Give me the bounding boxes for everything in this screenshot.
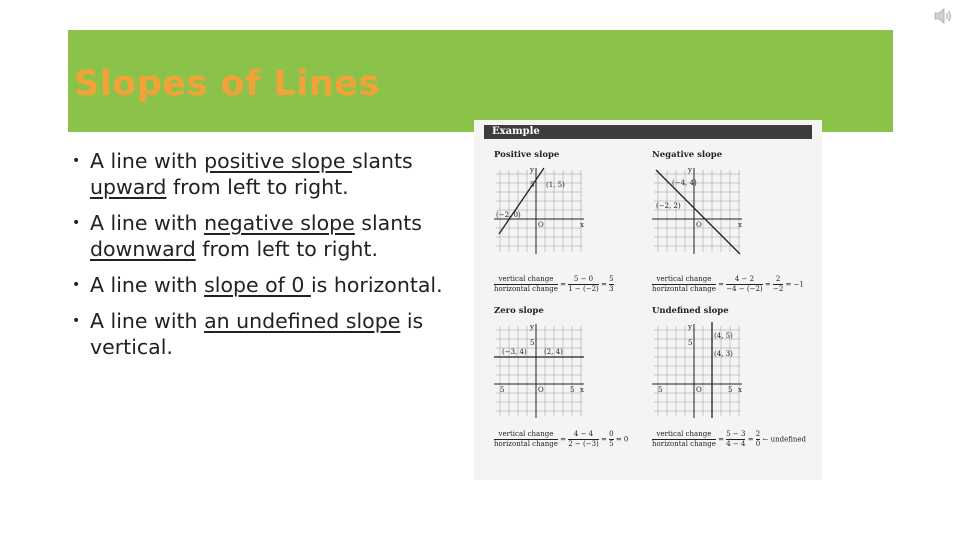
svg-text:5: 5 (500, 386, 505, 394)
bullet-negative-slope: • A line with negative slope slants downward from left to right. (72, 211, 422, 261)
svg-text:O: O (696, 386, 702, 394)
svg-text:O: O (538, 386, 544, 394)
slide-title: Slopes of Lines (74, 64, 380, 104)
svg-text:y: y (530, 323, 534, 331)
svg-text:5: 5 (658, 386, 663, 394)
svg-text:y: y (688, 166, 692, 174)
bullet-undefined-slope: • A line with an undefined slope is vertical. (72, 309, 424, 359)
svg-text:5: 5 (530, 339, 535, 347)
bullet-list (72, 148, 472, 370)
panel-title-zero: Zero slope (494, 306, 544, 316)
svg-text:x: x (738, 221, 742, 229)
svg-text:x: x (738, 386, 742, 394)
y-axis-label: y (530, 166, 534, 174)
svg-text:O: O (538, 221, 544, 229)
point-label: (1, 5) (546, 181, 565, 189)
example-figure (474, 120, 822, 480)
point-label: (4, 5) (714, 332, 733, 340)
bullet-positive-slope: • A line with positive slope slants upward from left to right. (72, 149, 413, 199)
speaker-icon[interactable] (932, 5, 954, 27)
svg-text:5: 5 (530, 181, 535, 189)
point-label: (2, 4) (544, 348, 563, 356)
svg-text:5: 5 (570, 386, 575, 394)
formula-negative: $\frac{\text{vertical change}}{\text{horizontal change}}$ = $\frac{4 - 2}{-4 - (-2)}$ = $\frac{2}{-2}$ = −1 (652, 275, 804, 293)
x-axis-label: x (580, 221, 584, 229)
bullet-zero-slope: • A line with slope of 0 is horizontal. (72, 273, 443, 297)
svg-text:O: O (696, 221, 702, 229)
point-label: (−2, 0) (496, 211, 521, 219)
svg-text:x: x (580, 386, 584, 394)
point-label: (−2, 2) (656, 202, 681, 210)
graph-undefined-slope (652, 320, 744, 420)
graph-zero-slope (494, 320, 586, 420)
graph-negative-slope (652, 164, 744, 256)
example-header: Example (484, 125, 812, 139)
point-label: (−3, 4) (502, 348, 527, 356)
svg-text:5: 5 (728, 386, 733, 394)
panel-title-negative: Negative slope (652, 150, 723, 160)
formula-zero: $\frac{\text{vertical change}}{\text{horizontal change}}$ = $\frac{4 - 4}{2 - (-3)}$ = $\frac{0}{5}$ = 0 (494, 430, 629, 448)
graph-positive-slope (494, 164, 586, 256)
svg-text:5: 5 (688, 339, 693, 347)
svg-text:y: y (688, 323, 692, 331)
formula-undefined: $\frac{\text{vertical change}}{\text{horizontal change}}$ = $\frac{5 - 3}{4 - 4}$ = $\frac{2}{0}$ ← undefined (652, 430, 807, 448)
panel-title-undefined: Undefined slope (652, 306, 729, 316)
panel-title-positive: Positive slope (494, 150, 560, 160)
point-label: (−4, 4) (672, 179, 697, 187)
point-label: (4, 3) (714, 350, 733, 358)
formula-positive: $\frac{\text{vertical change}}{\text{horizontal change}}$ = $\frac{5 - 0}{1 - (-2)}$ = $\frac{5}{3}$ (494, 275, 614, 293)
